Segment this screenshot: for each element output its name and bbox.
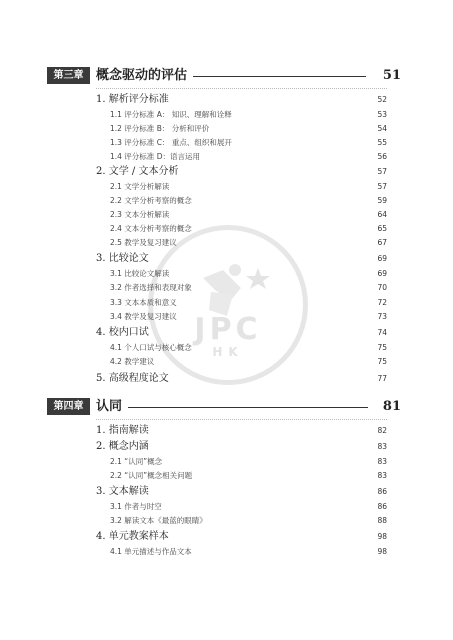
toc-page-number: 53: [377, 110, 387, 119]
toc-page-number: 57: [377, 182, 387, 191]
toc-subsection[interactable]: [0, 468, 453, 483]
toc-subsection[interactable]: [0, 280, 453, 295]
toc-subsection-label: 2.1 “认同”概念: [110, 457, 163, 466]
toc-page-number: 72: [377, 298, 387, 307]
toc-subsection-label: 3.1 比较论文解读: [110, 269, 170, 278]
watermark-hk-text: HK: [212, 345, 244, 359]
toc-subsection[interactable]: [0, 513, 453, 528]
toc-subsection[interactable]: [0, 454, 453, 469]
toc-page-number: 55: [377, 138, 387, 147]
toc-page-number: 64: [377, 210, 387, 219]
toc-subsection-label: 3.2 作者选择和表现对象: [110, 283, 192, 292]
toc-subsection[interactable]: [0, 354, 453, 369]
chapter-heading[interactable]: [0, 397, 453, 417]
toc-section-label: 2. 概念内涵: [96, 441, 149, 452]
chapter-heading[interactable]: [0, 66, 453, 86]
toc-subsection-label: 4.2 教学建议: [110, 357, 155, 366]
toc-page-number: 86: [377, 502, 387, 511]
toc-page-number: 54: [377, 124, 387, 133]
toc-subsection-label: 2.2 “认同”概念相关问题: [110, 471, 193, 480]
toc-page-number: 86: [377, 487, 387, 496]
toc-page-number: 88: [377, 516, 387, 525]
chapter-badge: 第三章: [47, 67, 90, 84]
toc-section-label: 3. 比较论文: [96, 253, 149, 264]
toc-subsection-label: 3.4 教学及复习建议: [110, 312, 177, 321]
toc-page-number: 52: [377, 95, 387, 104]
toc-subsection[interactable]: [0, 135, 453, 150]
toc-subsection[interactable]: [0, 266, 453, 281]
toc-section-label: 1. 指南解读: [96, 425, 149, 436]
toc-subsection[interactable]: [0, 179, 453, 194]
chapter-divider: [96, 419, 387, 420]
toc-subsection-label: 4.1 单元描述与作品文本: [110, 547, 192, 556]
toc-subsection[interactable]: [0, 121, 453, 136]
toc-section-label: 4. 单元教案样本: [96, 531, 169, 542]
toc-section[interactable]: [0, 423, 453, 438]
chapter-rule: [180, 76, 366, 77]
toc-page-number: 83: [377, 457, 387, 466]
chapter-title: 概念驱动的评估: [96, 66, 193, 86]
toc-subsection[interactable]: [0, 340, 453, 355]
toc-subsection-label: 3.1 作者与时空: [110, 502, 162, 511]
toc-page-number: 98: [377, 547, 387, 556]
toc-section[interactable]: [0, 484, 453, 499]
toc-page-number: 77: [377, 374, 387, 383]
chapter-title: 认同: [96, 397, 128, 417]
toc-page-number: 82: [377, 426, 387, 435]
toc-subsection-label: 2.3 文本分析解读: [110, 210, 170, 219]
toc-section-label: 4. 校内口试: [96, 327, 149, 338]
toc-subsection[interactable]: [0, 235, 453, 250]
toc-subsection-label: 1.1 评分标准 A： 知识、理解和诠释: [110, 110, 232, 119]
toc-subsection[interactable]: [0, 499, 453, 514]
toc-page-number: 75: [377, 357, 387, 366]
toc-subsection[interactable]: [0, 193, 453, 208]
toc-page-number: 57: [377, 167, 387, 176]
toc-section[interactable]: [0, 371, 453, 386]
toc-page-number: 67: [377, 238, 387, 247]
toc-subsection[interactable]: [0, 207, 453, 222]
toc-section[interactable]: [0, 92, 453, 107]
toc-page-number: 56: [377, 152, 387, 161]
toc-subsection[interactable]: [0, 149, 453, 164]
toc-subsection-label: 2.1 文学分析解读: [110, 182, 170, 191]
toc-subsection[interactable]: [0, 544, 453, 559]
toc-subsection[interactable]: [0, 107, 453, 122]
toc-subsection[interactable]: [0, 295, 453, 310]
toc-page-number: 73: [377, 312, 387, 321]
toc-section-label: 5. 高级程度论文: [96, 373, 169, 384]
toc-subsection-label: 1.2 评分标准 B： 分析和评价: [110, 124, 210, 133]
chapter-badge: 第四章: [47, 398, 90, 415]
toc-section[interactable]: [0, 439, 453, 454]
toc-page-number: 65: [377, 224, 387, 233]
toc-page-number: 59: [377, 196, 387, 205]
toc-section-label: 3. 文本解读: [96, 486, 149, 497]
toc-subsection[interactable]: [0, 221, 453, 236]
toc-page-number: 74: [377, 328, 387, 337]
toc-section[interactable]: [0, 251, 453, 266]
toc-page-number: 75: [377, 343, 387, 352]
toc-page-number: 70: [377, 283, 387, 292]
watermark-jpc-text: JPC: [194, 312, 262, 347]
toc-section[interactable]: [0, 164, 453, 179]
toc-page-number: 83: [377, 442, 387, 451]
chapter-rule: [128, 407, 368, 408]
toc-subsection-label: 3.2 解读文本《最蓝的眼睛》: [110, 516, 207, 525]
toc-page-number: 83: [377, 471, 387, 480]
toc-subsection-label: 1.3 评分标准 C： 重点、组织和展开: [110, 138, 232, 147]
toc-section[interactable]: [0, 529, 453, 544]
toc-page-number: 98: [377, 532, 387, 541]
toc-subsection-label: 1.4 评分标准 D：语言运用: [110, 152, 200, 161]
toc-page-number: 69: [377, 254, 387, 263]
chapter-page-number: 51: [382, 68, 401, 83]
toc-page-number: 69: [377, 269, 387, 278]
chapter-divider: [96, 88, 387, 89]
toc-section-label: 2. 文学 / 文本分析: [96, 166, 179, 177]
toc-subsection-label: 3.3 文本本质和意义: [110, 298, 177, 307]
toc-subsection[interactable]: [0, 309, 453, 324]
toc-subsection-label: 4.1 个人口试与核心概念: [110, 343, 192, 352]
toc-subsection-label: 2.2 文学分析考察的概念: [110, 196, 192, 205]
toc-section-label: 1. 解析评分标准: [96, 94, 169, 105]
toc-subsection-label: 2.4 文本分析考察的概念: [110, 224, 192, 233]
toc-section[interactable]: [0, 325, 453, 340]
chapter-page-number: 81: [382, 399, 401, 414]
toc-subsection-label: 2.5 教学及复习建议: [110, 238, 177, 247]
